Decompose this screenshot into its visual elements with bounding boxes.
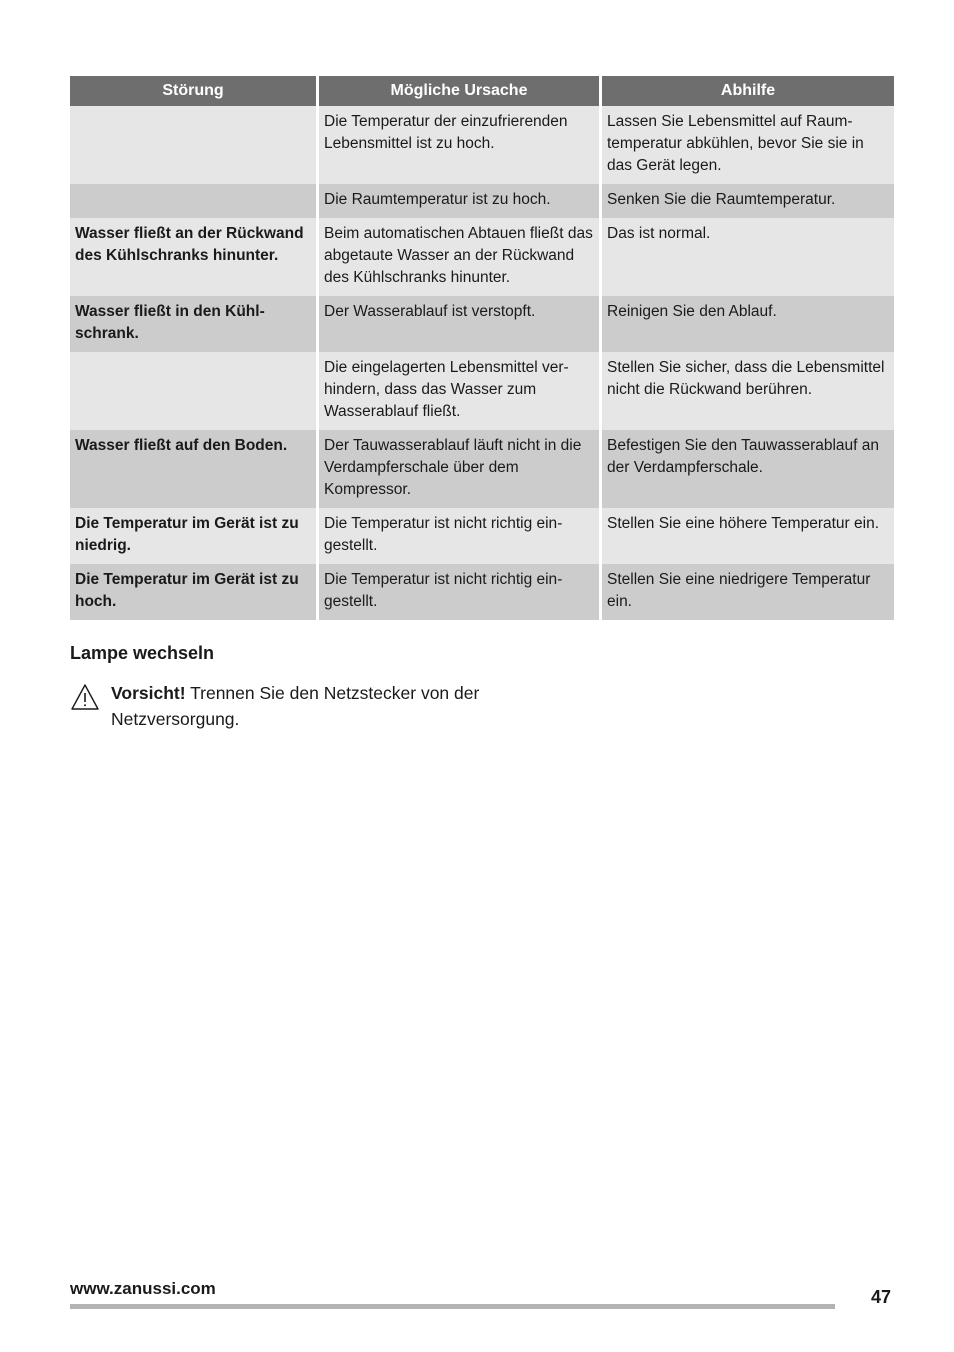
footer-website-url[interactable]: www.zanussi.com: [70, 1279, 216, 1298]
remedy-cell: Stellen Sie eine niedrigere Temperatur ein.: [599, 564, 894, 620]
problem-cell: Die Temperatur im Gerät ist zu niedrig.: [70, 508, 316, 564]
problem-cell: [70, 106, 316, 184]
warning-message: Trennen Sie den Netzstecker von der Netzversorgung.: [111, 683, 480, 729]
table-row: [70, 106, 894, 184]
remedy-cell: Reinigen Sie den Ablauf.: [599, 296, 894, 352]
remedy-cell: Befestigen Sie den Tauwasserablauf an der Verdampferschale.: [599, 430, 894, 508]
cause-cell: Die Raumtemperatur ist zu hoch.: [316, 184, 599, 218]
cause-cell: Die Temperatur ist nicht richtig eingestellt.: [316, 564, 599, 620]
column-header-problem: Störung: [70, 76, 316, 106]
footer-divider: [70, 1304, 835, 1309]
table-row: [70, 508, 894, 564]
troubleshooting-table: [70, 76, 894, 620]
table-row: [70, 352, 894, 430]
problem-cell: Wasser fließt an der Rückwand des Kühlschranks hinunter.: [70, 218, 316, 296]
remedy-cell: Stellen Sie sicher, dass die Lebensmittel nicht die Rückwand berühren.: [599, 352, 894, 430]
remedy-cell: Lassen Sie Lebensmittel auf Raumtemperatur abkühlen, bevor Sie sie in das Gerät legen.: [599, 106, 894, 184]
problem-cell: [70, 184, 316, 218]
cause-cell: Der Wasserablauf ist verstopft.: [316, 296, 599, 352]
cause-cell: Der Tauwasserablauf läuft nicht in die Verdampferschale über dem Kompressor.: [316, 430, 599, 508]
cause-cell: Die eingelagerten Lebensmittel verhindern, dass das Wasser zum Wasserablauf fließt.: [316, 352, 599, 430]
section-title: Lampe wechseln: [70, 643, 215, 663]
table-row: [70, 218, 894, 296]
table-row: [70, 430, 894, 508]
column-header-cause: Mögliche Ursache: [316, 76, 599, 106]
problem-cell: Wasser fließt in den Kühlschrank.: [70, 296, 316, 352]
problem-cell: Die Temperatur im Gerät ist zu hoch.: [70, 564, 316, 620]
remedy-cell: Stellen Sie eine höhere Temperatur ein.: [599, 508, 894, 564]
warning-label: Vorsicht!: [111, 683, 186, 703]
cause-cell: Die Temperatur ist nicht richtig eingestellt.: [316, 508, 599, 564]
warning-text: [111, 680, 491, 732]
warning-triangle-icon: [70, 682, 100, 712]
problem-cell: Wasser fließt auf den Boden.: [70, 430, 316, 508]
problem-cell: [70, 352, 316, 430]
table-row: [70, 564, 894, 620]
cause-cell: Beim automatischen Abtauen fließt das abgetaute Wasser an der Rückwand des Kühlschranks hinunter.: [316, 218, 599, 296]
remedy-cell: Das ist normal.: [599, 218, 894, 296]
column-header-remedy: Abhilfe: [599, 76, 894, 106]
cause-cell: Die Temperatur der einzufrierenden Lebensmittel ist zu hoch.: [316, 106, 599, 184]
remedy-cell: Senken Sie die Raumtemperatur.: [599, 184, 894, 218]
table-header-row: [70, 76, 894, 106]
table-row: [70, 296, 894, 352]
page-number: 47: [871, 1287, 892, 1307]
table-row: [70, 184, 894, 218]
